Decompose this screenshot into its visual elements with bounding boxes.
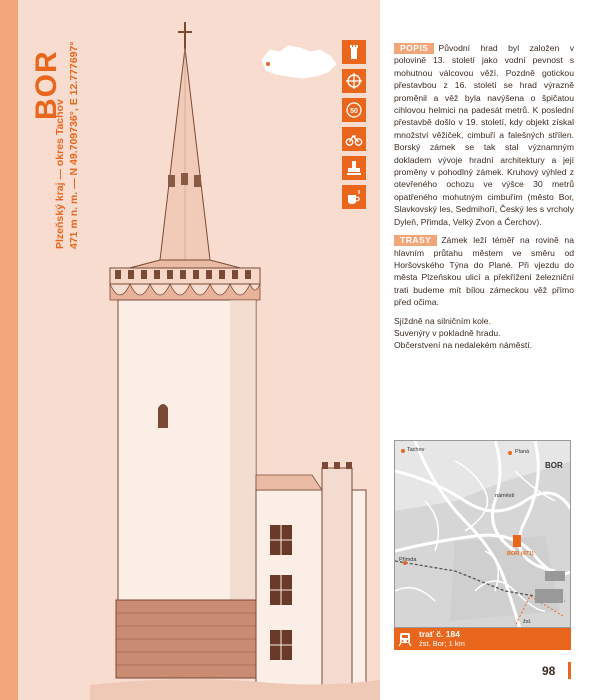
region-text: Plzeňský kraj — okres Tachov [54, 99, 66, 249]
tower-illustration [60, 20, 380, 700]
map-label-poi: BOR (471) [507, 551, 534, 557]
title-text: BOR [30, 50, 63, 120]
description-paragraph [394, 42, 574, 228]
map-label-primda: Přimda [399, 557, 417, 563]
train-text [416, 630, 465, 648]
routes-tag: TRASY [394, 235, 437, 246]
description-tag: POPIS [394, 43, 434, 54]
train-icon [394, 628, 416, 650]
train-line: trať č. 184 [419, 629, 460, 639]
location-map [394, 440, 571, 628]
accent-stripe [0, 0, 18, 700]
map-label-town: BOR [545, 461, 563, 470]
page-number: 98 [542, 664, 556, 678]
map-label-square: náměstí [495, 493, 515, 499]
page-number-bar [568, 662, 571, 679]
distance-50-icon [342, 98, 366, 122]
train-station: žst. Bor; 1 km [419, 638, 465, 648]
note-item: Sjíždně na silničním kole. [394, 315, 491, 326]
routes-paragraph [394, 234, 574, 308]
train-info [394, 628, 571, 650]
note-item: Občerstvení na nedalekém náměstí. [394, 340, 533, 351]
bicycle-icon [342, 127, 366, 151]
notes-list [394, 315, 574, 352]
map-label-tachov: Tachov [407, 447, 425, 453]
map-label-plana: Planá [515, 449, 530, 455]
coordinates-text: 471 m n. m. — N 49.709736°, E 12.777697° [68, 41, 80, 249]
crosshair-icon [342, 69, 366, 93]
description-text: Původní hrad byl založen v polovině 13. století jako vodní pevnost s mohutnou válcovou věží. Pozdně gotickou přestavbou z 16. století se hrad výrazně proměnil a věž byla navýšena o špičatou cihlovou helmici na padesát metrů. K poslední přestavbě došlo v 19. století, kdy objekt získal množství věžiček, cimbuří a falešných střílen. Borský zámek se tak stal významným dokladem vývoje hradní architektury a její proměny v pohodlný zámek. Kruhový výhled z otevřeného ochozu ve výšce 30 metrů opatřeného mohutným cimbuřím (město Bor, Slavkovský les, Sedmihoří, Český les s vrcholy Dyleň, Přimda, Velký Zvon a Čerchov). [394, 43, 574, 227]
feature-icons [342, 40, 368, 214]
map-label-station: žst. [523, 619, 532, 625]
svg-text:50: 50 [350, 108, 358, 115]
routes-text: Zámek leží téměř na rovině na hlavním průtahu městem ve směru od Horšovského Týna do Plané. Při vjezdu do města Plzeňskou ulicí a překřížení železniční trati budeme mít bílou zámeckou věž přímo před očima. [394, 235, 574, 308]
text-column [394, 42, 574, 352]
note-item: Suvenýry v pokladně hradu. [394, 327, 501, 338]
stamp-icon [342, 156, 366, 180]
tower-icon [342, 40, 366, 64]
refreshment-icon [342, 185, 366, 209]
